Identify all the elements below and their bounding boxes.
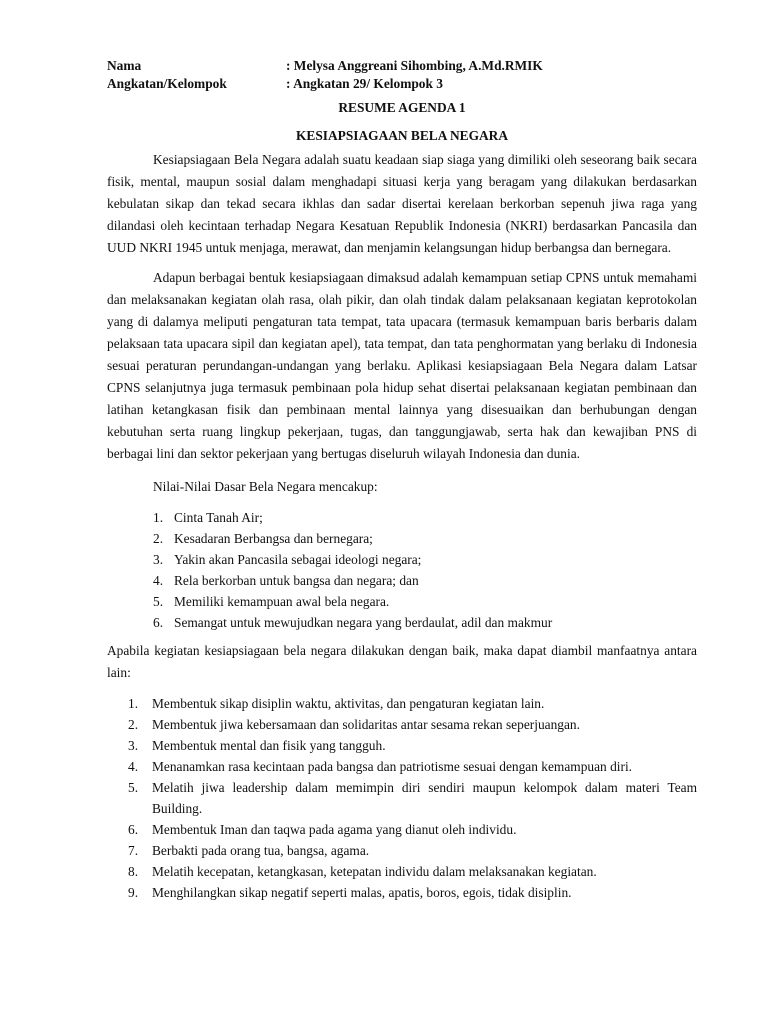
header-group-row: [107, 75, 697, 93]
list-item: 6. Membentuk Iman dan taqwa pada agama yang dianut oleh individu.: [128, 822, 517, 837]
list-item: 5. Memiliki kemampuan awal bela negara.: [153, 594, 390, 609]
list-item: 4. Rela berkorban untuk bangsa dan negara; dan: [153, 573, 419, 588]
list-item: 9. Menghilangkan sikap negatif seperti malas, apatis, boros, egois, tidak disiplin.: [128, 885, 572, 900]
name-value: : Melysa Anggreani Sihombing, A.Md.RMIK: [286, 58, 543, 73]
list-item: 4. Menanamkan rasa kecintaan pada bangsa dan patriotisme sesuai dengan kemampuan diri.: [128, 759, 633, 774]
list-item: 1. Cinta Tanah Air;: [153, 510, 263, 525]
list-item: 8. Melatih kecepatan, ketangkasan, ketepatan individu dalam melaksanakan kegiatan.: [128, 864, 597, 879]
paragraph-definition: Kesiapsiagaan Bela Negara adalah suatu keadaan siap siaga yang dimiliki oleh seseorang baik secara fisik, mental, maupun sosial dalam menghadapi situasi kerja yang beragam yang dilakukan berdasarkan kebulatan sikap dan tekad secara ikhlas dan sadar disertai kerelaan berkorban sepenuh jiwa raga yang dilandasi oleh kecintaan terhadap Negara Kesatuan Republik Indonesia (NKRI) berdasarkan Pancasila dan UUD NKRI 1945 untuk menjaga, merawat, dan menjamin kelangsungan hidup berbangsa dan bernegara.: [107, 152, 697, 255]
list-item: 6. Semangat untuk mewujudkan negara yang berdaulat, adil dan makmur: [153, 615, 553, 630]
list-item: 7. Berbakti pada orang tua, bangsa, agama.: [128, 843, 370, 858]
list-item: 1. Membentuk sikap disiplin waktu, aktivitas, dan pengaturan kegiatan lain.: [128, 696, 545, 711]
list-item: 5. Melatih jiwa leadership dalam memimpin diri sendiri maupun kelompok dalam materi Team Building.: [128, 780, 697, 816]
values-list: [107, 507, 697, 633]
benefits-list: [107, 693, 697, 903]
values-list-intro: Nilai-Nilai Dasar Bela Negara mencakup:: [153, 479, 378, 494]
name-label: Nama: [107, 58, 142, 73]
document-subtitle: KESIAPSIAGAAN BELA NEGARA: [295, 128, 509, 143]
list-item: 3. Membentuk mental dan fisik yang tangguh.: [128, 738, 386, 753]
group-label: Angkatan/Kelompok: [107, 76, 227, 91]
header-name-row: [107, 57, 697, 75]
list-item: 3. Yakin akan Pancasila sebagai ideologi negara;: [153, 552, 422, 567]
paragraph-forms: Adapun berbagai bentuk kesiapsiagaan dimaksud adalah kemampuan setiap CPNS untuk memahami dan melaksanakan kegiatan olah rasa, olah pikir, dan olah tindak dalam pelaksanaan kegiatan keprotokolan yang di dalamya meliputi pengaturan tata tempat, tata upacara (termasuk kemampuan baris berbaris dalam pelaksaan tata upacara sipil dan kegiatan apel), tata tempat, dan tata penghormatan yang berlaku di Indonesia sesuai peraturan perundangan-undangan yang berlaku. Aplikasi kesiapsiagaan Bela Negara dalam Latsar CPNS selanjutnya juga termasuk pembinaan pola hidup sehat disertai pelaksanaan kegiatan pembinaan dan latihan ketangkasan fisik dan pembinaan mental lainnya yang disesuaikan dan berhubungan dengan kebutuhan serta ruang lingkup pekerjaan, tugas, dan tanggungjawab, serta hak dan kewajiban PNS di berbagai lini dan sektor pekerjaan yang bertugas diseluruh wilayah Indonesia dan dunia.: [107, 270, 697, 461]
list-item: 2. Membentuk jiwa kebersamaan dan solidaritas antar sesama rekan seperjuangan.: [128, 717, 580, 732]
paragraph-benefits-intro: Apabila kegiatan kesiapsiagaan bela negara dilakukan dengan baik, maka dapat diambil manfaatnya antara lain:: [107, 643, 697, 680]
group-value: : Angkatan 29/ Kelompok 3: [286, 76, 443, 91]
document-title: RESUME AGENDA 1: [338, 100, 466, 115]
list-item: 2. Kesadaran Berbangsa dan bernegara;: [153, 531, 373, 546]
